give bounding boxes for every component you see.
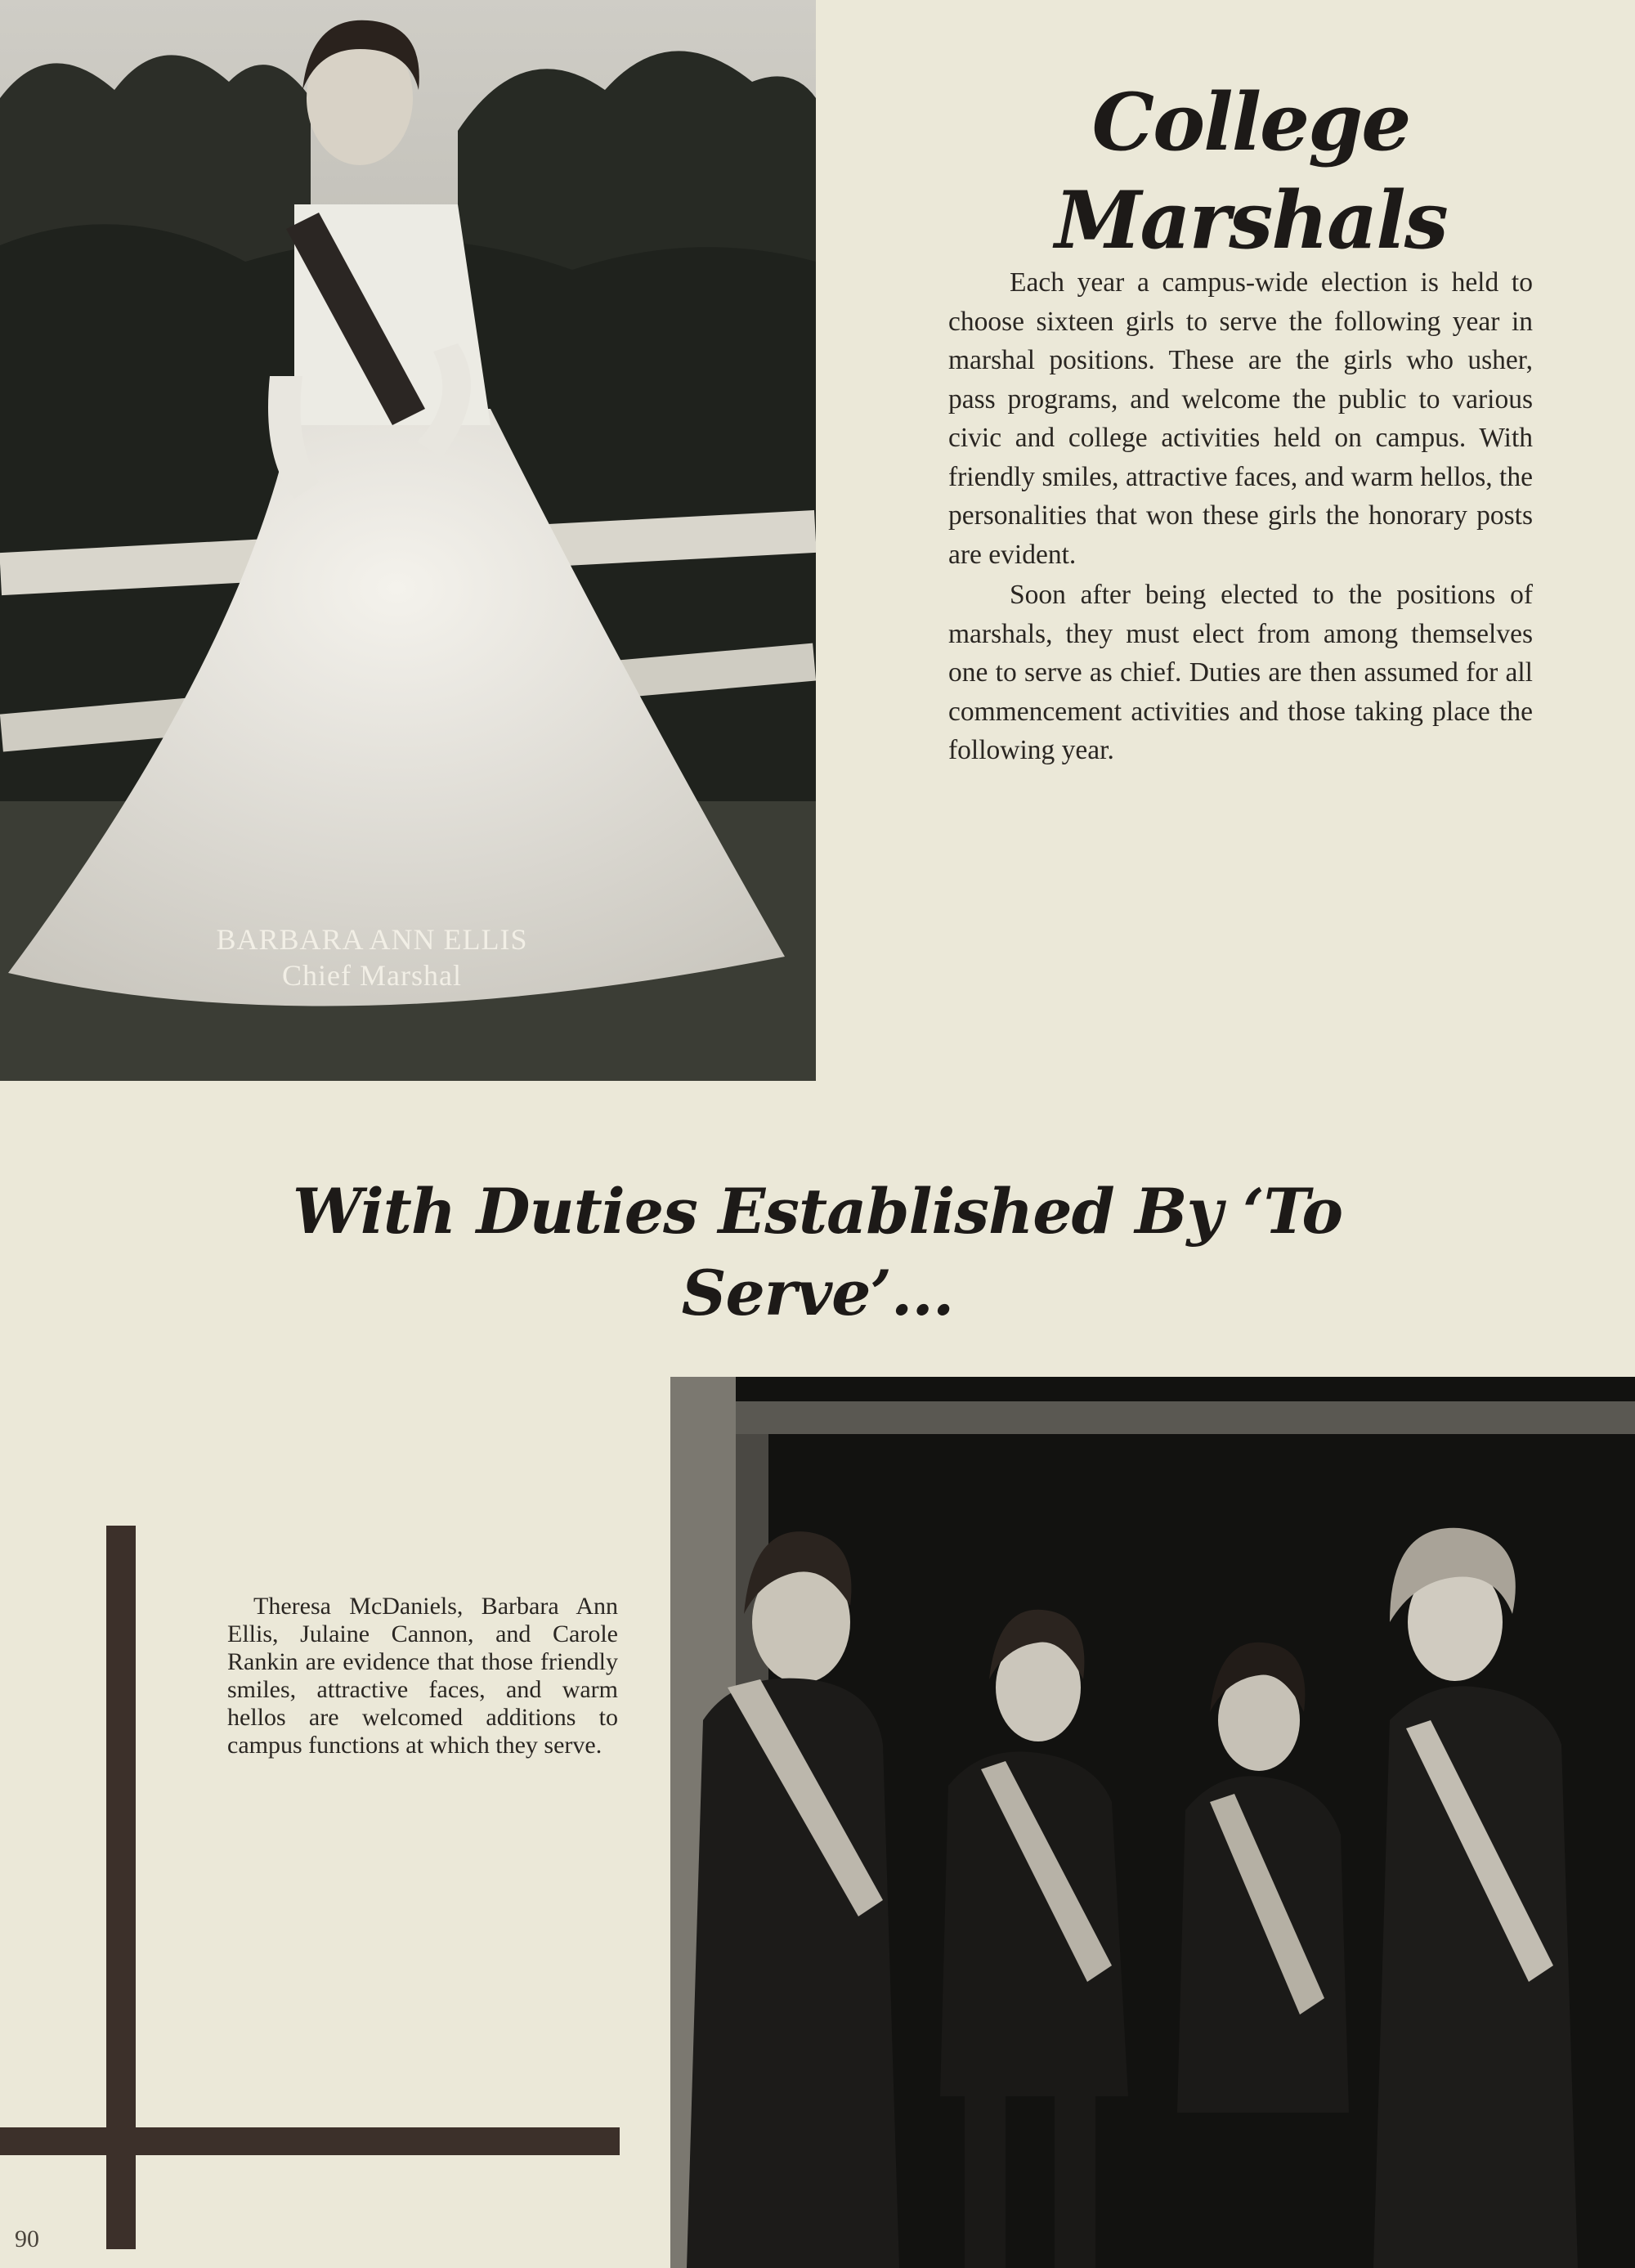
article-body — [948, 263, 1533, 772]
section-subtitle: With Duties Established By ‘To Serve’... — [292, 1175, 1343, 1329]
article-paragraph-1: Each year a campus-wide election is held to choose sixteen girls to serve the following year in marshal positions. These are the girls who usher, pass programs, and welcome the public to various civic and college activities held on campus. With friendly smiles, attractive faces, and warm hellos, the personalities that won these girls the honorary posts are evident. — [948, 267, 1533, 570]
chief-marshal-name: BARBARA ANN ELLIS — [216, 923, 528, 956]
page-title: College Marshals — [1055, 76, 1447, 267]
page-number: 90 — [15, 2225, 39, 2252]
group-photo-caption-text: Theresa McDaniels, Barbara Ann Ellis, Julaine Cannon, and Carole Rankin are evidence that those friendly smiles, attractive faces, and warm hellos are welcomed additions to campus functions at which they serve. — [227, 1593, 618, 1759]
marshals-group-photo — [670, 1377, 1635, 2268]
chief-marshal-role: Chief Marshal — [282, 959, 462, 992]
marshals-group-photo-image — [670, 1377, 1635, 2268]
group-photo-caption — [227, 1593, 618, 1759]
decorative-horizontal-bar — [0, 2127, 620, 2155]
chief-marshal-photo-image — [0, 0, 816, 1081]
chief-marshal-photo — [0, 0, 816, 1081]
article-paragraph-2: Soon after being elected to the positions of marshals, they must elect from among themselves one to serve as chief. Duties are then assumed for all commencement activities and those taking place the following year. — [948, 580, 1533, 765]
